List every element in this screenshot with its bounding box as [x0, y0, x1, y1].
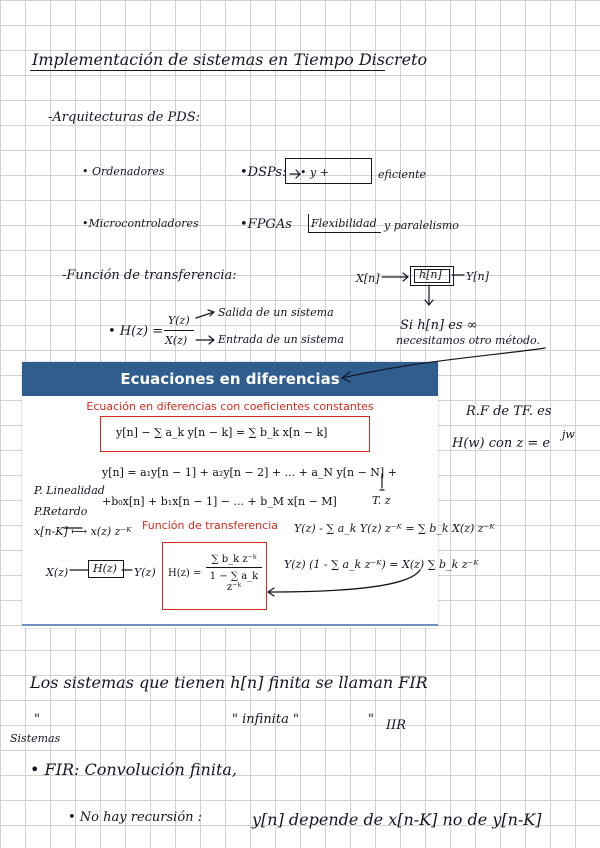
sistemas-text: Sistemas [10, 732, 61, 745]
p-linealidad: P. Linealidad [34, 484, 105, 497]
iir-text: IIR [386, 718, 407, 733]
transfer-function-numerator: ∑ b_k z⁻ᵏ [206, 554, 262, 568]
diagram2-label: H(z) [93, 562, 117, 575]
si-hn-text: Si h[n] es ∞ [400, 318, 478, 333]
transfer-function-denominator: 1 − ∑ a_k z⁻ᵏ [209, 571, 259, 593]
page-title: Implementación de sistemas en Tiempo Discreto [32, 50, 428, 69]
retardo-equation: x[n-K] ⟼ x(z) z⁻ᴷ [34, 525, 132, 538]
salida-text: Salida de un sistema [218, 306, 334, 319]
flexibilidad-text: Flexibilidad [311, 217, 377, 230]
hz-numerator: Y(z) [168, 314, 190, 327]
difference-equation: y[n] − ∑ a_k y[n − k] = ∑ b_k x[n − k] [116, 426, 328, 439]
section-funcion-transferencia: -Función de transferencia: [62, 268, 237, 283]
depende-text: y[n] depende de x[n-K] no de y[n-K] [252, 810, 542, 829]
hw-con-text: H(w) con z = e [452, 436, 551, 451]
infinita-text: " infinita " [232, 712, 299, 727]
rf-text: R.F de TF. es [466, 404, 552, 419]
item-microcontroladores: •Microcontroladores [82, 217, 199, 230]
no-hay-recursion: • No hay recursión : [68, 810, 203, 825]
item-ordenadores: • Ordenadores [82, 165, 165, 178]
yz-equation-1: Y(z) - ∑ a_k Y(z) z⁻ᴷ = ∑ b_k X(z) z⁻ᴷ [294, 522, 495, 535]
item-fpgas: •FPGAs [240, 217, 292, 232]
hz-definition: • H(z) = [108, 324, 164, 339]
paralelismo-text: y paralelismo [384, 219, 459, 232]
eficiente-text: eficiente [378, 168, 427, 181]
tz-label: T. z [372, 494, 391, 507]
diagram2-input: X(z) [46, 566, 69, 579]
fir-convolucion: • FIR: Convolución finita, [30, 760, 237, 779]
item-dsps: •DSPs: [240, 165, 287, 180]
section-arquitecturas: -Arquitecturas de PDS: [48, 110, 201, 125]
diagram-input: X[n] [356, 272, 380, 285]
diagram2-output: Y(z) [134, 566, 156, 579]
transfer-function-label: H(z) = [168, 568, 202, 579]
yz-equation-2: Y(z) (1 - ∑ a_k z⁻ᴷ) = X(z) ∑ b_k z⁻ᴷ [284, 558, 479, 571]
entrada-text: Entrada de un sistema [218, 333, 344, 346]
fir-definition: Los sistemas que tienen h[n] finita se llaman FIR [30, 673, 428, 692]
slide-subtitle: Ecuación en diferencias con coeficientes constantes [86, 400, 374, 413]
expanded-equation-1: y[n] = a₁y[n − 1] + a₂y[n − 2] + ... + a_N y[n − N] + [102, 466, 397, 479]
quote-mark-2: " [368, 712, 374, 727]
diagram-output: Y[n] [466, 270, 489, 283]
slide-header: Ecuaciones en diferencias [22, 362, 438, 396]
diagram-system-label: h[n] [419, 268, 442, 281]
expanded-equation-2: +b₀x[n] + b₁x[n − 1] − ... + b_M x[n − M] [102, 495, 337, 508]
p-retardo: P.Retardo [34, 505, 88, 518]
hw-exponent: jw [562, 428, 575, 441]
necesitamos-text: necesitamos otro método. [396, 334, 540, 347]
dsps-bracket-text: • y + [300, 166, 329, 179]
quote-mark-1: " [34, 712, 40, 727]
hz-denominator: X(z) [165, 334, 188, 347]
slide-subtitle-2: Función de transferencia [142, 519, 279, 532]
